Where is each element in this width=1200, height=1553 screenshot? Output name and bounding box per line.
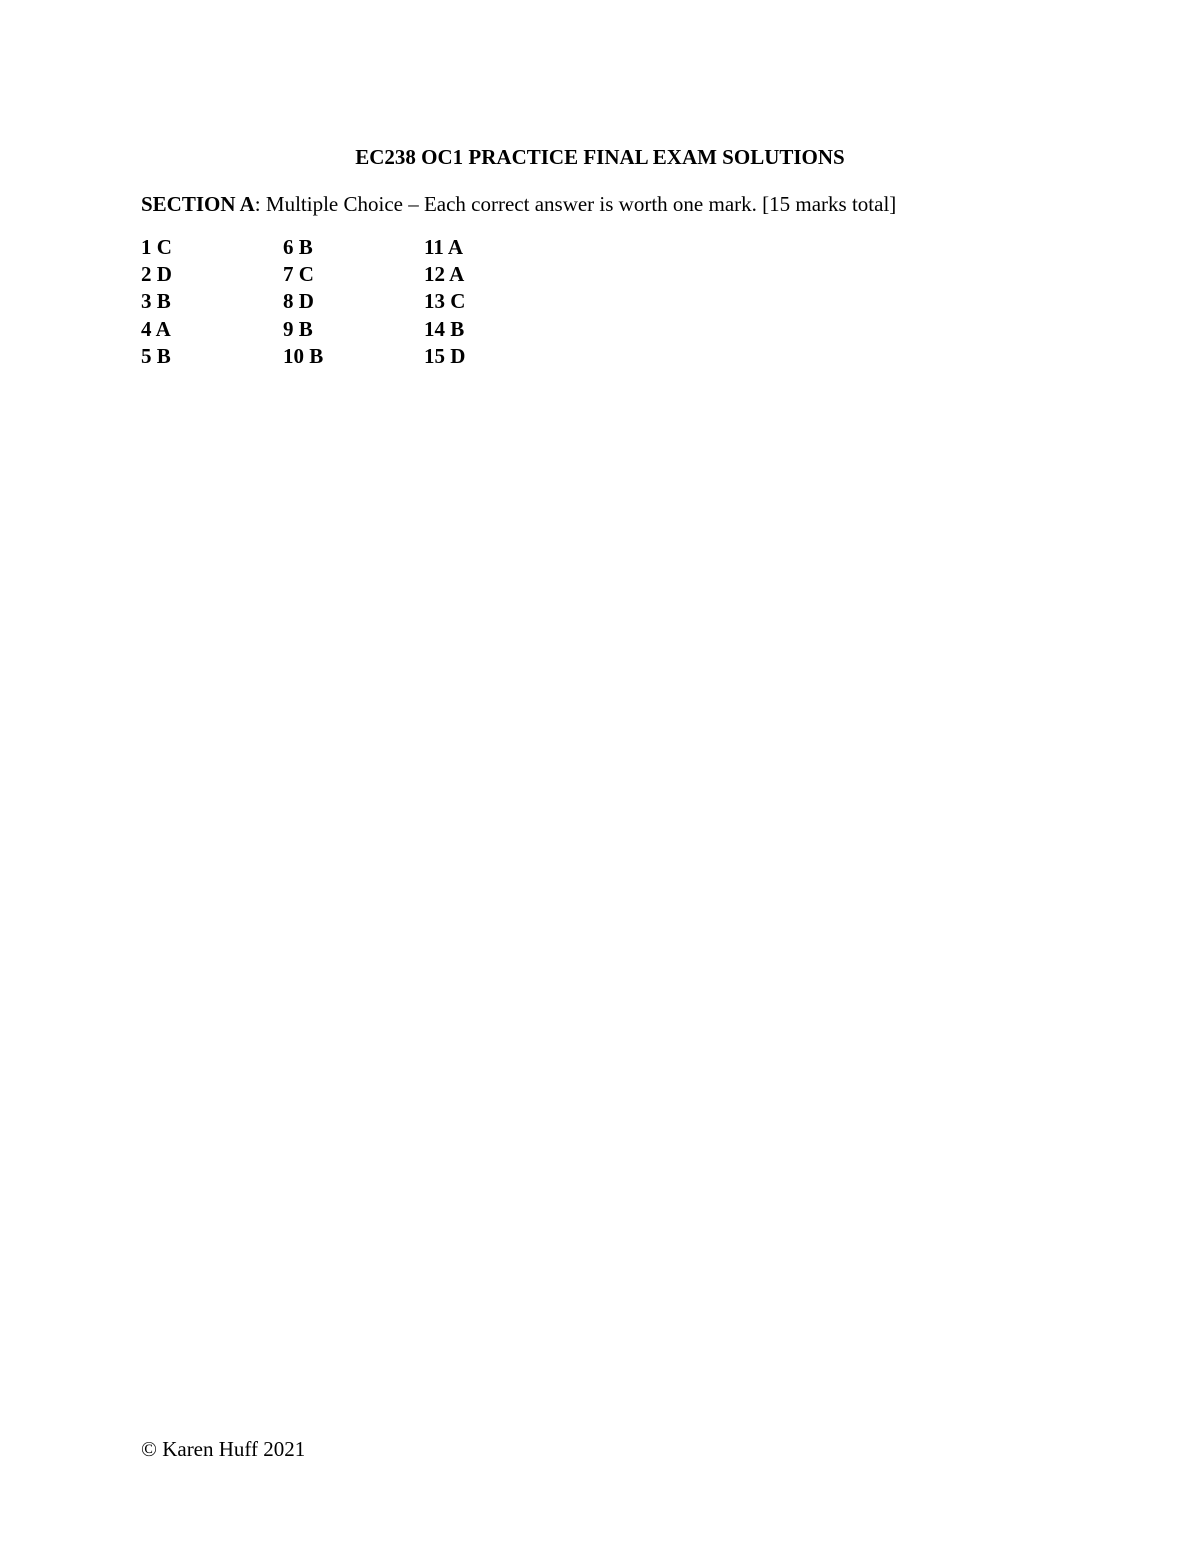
answer-item: 4 A bbox=[141, 316, 171, 341]
section-heading bbox=[141, 190, 896, 218]
section-label: SECTION A bbox=[141, 192, 255, 216]
copyright-footer: © Karen Huff 2021 bbox=[141, 1437, 306, 1461]
answer-item: 9 B bbox=[283, 316, 313, 341]
answer-item: 11 A bbox=[424, 235, 464, 259]
answer-item: 15 D bbox=[424, 343, 466, 368]
answer-item: 10 B bbox=[283, 343, 324, 368]
section-colon: : bbox=[254, 192, 261, 216]
answer-item: 12 A bbox=[424, 262, 465, 287]
answer-item: 8 D bbox=[283, 289, 314, 314]
answer-item: 2 D bbox=[141, 262, 172, 287]
answer-item: 5 B bbox=[141, 343, 171, 368]
section-description: Multiple Choice – Each correct answer is worth one mark. [15 marks total] bbox=[260, 192, 897, 216]
answer-item: 13 C bbox=[424, 289, 466, 314]
answer-item: 1 C bbox=[141, 235, 172, 259]
answer-item: 6 B bbox=[283, 235, 313, 259]
page-title: EC238 OC1 PRACTICE FINAL EXAM SOLUTIONS bbox=[355, 145, 845, 169]
answer-item: 14 B bbox=[424, 316, 465, 341]
answer-item: 7 C bbox=[283, 262, 314, 287]
answer-item: 3 B bbox=[141, 289, 171, 314]
